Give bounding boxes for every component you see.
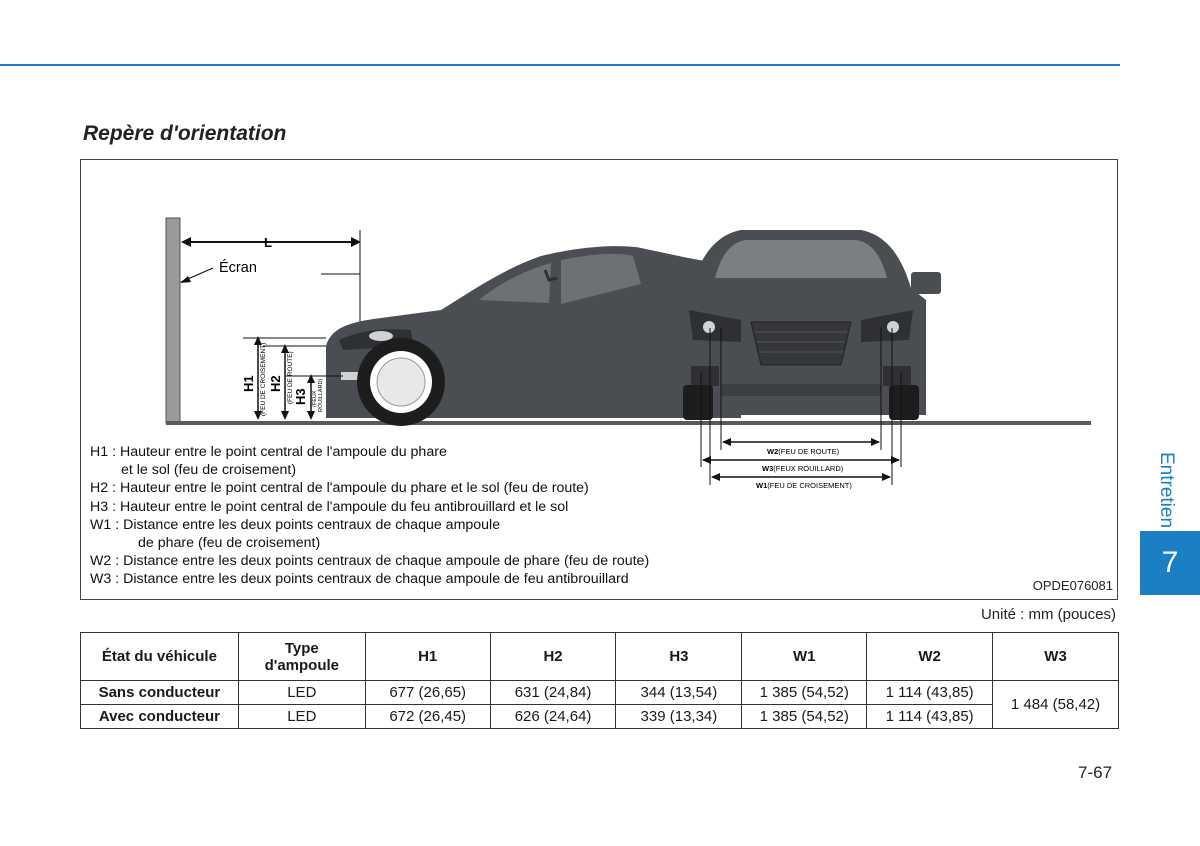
header-w2: W2 [867, 633, 993, 681]
cell-h3: 339 (13,34) [616, 705, 742, 729]
cell-w1: 1 385 (54,52) [742, 681, 867, 705]
legend-line: W1 : Distance entre les deux points centraux de chaque ampoule [90, 516, 501, 533]
header-w1: W1 [742, 633, 867, 681]
cell-state: Avec conducteur [81, 705, 239, 729]
spec-table [80, 632, 1119, 729]
table-row [81, 681, 1119, 705]
cell-w2: 1 114 (43,85) [867, 681, 993, 705]
svg-text:W1(FEU DE CROISEMENT) [756, 481, 852, 490]
legend-line: H3 : Hauteur entre le point central de l'ampoule du feu antibrouillard et le sol [90, 498, 569, 515]
svg-text:W3(FEUX ROUILLARD) [762, 464, 844, 473]
w2-desc: (FEU DE ROUTE) [778, 447, 840, 456]
screen-wall [166, 218, 180, 423]
table-row [81, 705, 1119, 729]
chapter-tab: 7 [1140, 531, 1200, 595]
header-h3: H3 [616, 633, 742, 681]
table-header-row [81, 633, 1119, 681]
ground-line [166, 421, 1091, 425]
header-type: Type d'ampoule [238, 633, 365, 681]
legend-line: H1 : Hauteur entre le point central de l'ampoule du phare [90, 444, 447, 460]
w2-code: W2 [767, 447, 779, 456]
cell-h1: 672 (26,45) [365, 705, 490, 729]
legend [90, 443, 649, 589]
top-rule [0, 64, 1120, 66]
label-h3-sub2: ROUILLARD) [318, 378, 324, 412]
cell-w2: 1 114 (43,85) [867, 705, 993, 729]
unit-label: Unité : mm (pouces) [980, 606, 1116, 623]
label-h3: H3 [293, 388, 308, 405]
header-state: État du véhicule [81, 633, 239, 681]
legend-line: W2 : Distance entre les deux points centraux de chaque ampoule de phare (feu de route) [90, 553, 650, 570]
cell-state: Sans conducteur [81, 681, 239, 705]
cell-h3: 344 (13,54) [616, 681, 742, 705]
label-l: L [264, 235, 272, 250]
legend-line: W3 : Distance entre les deux points centraux de chaque ampoule de feu antibrouillard [90, 571, 629, 588]
page-number: 7-67 [1078, 763, 1113, 782]
cell-type: LED [238, 681, 365, 705]
cell-type: LED [238, 705, 365, 729]
label-h3-sub1: (FEUX [312, 390, 318, 407]
cell-h2: 626 (24,64) [490, 705, 616, 729]
cell-w1: 1 385 (54,52) [742, 705, 867, 729]
w3-desc: (FEUX ROUILLARD) [773, 464, 844, 473]
label-screen: Écran [219, 260, 257, 276]
w1-desc: (FEU DE CROISEMENT) [767, 481, 852, 490]
header-h1: H1 [365, 633, 490, 681]
cell-w3: 1 484 (58,42) [993, 681, 1119, 729]
svg-text:W2(FEU DE ROUTE) [767, 447, 840, 456]
w1-code: W1 [756, 481, 768, 490]
label-h1: H1 [241, 375, 256, 392]
legend-line: de phare (feu de croisement) [138, 535, 321, 552]
header-w3: W3 [993, 633, 1119, 681]
section-title: Repère d'orientation [83, 122, 287, 145]
figure-box [80, 159, 1118, 600]
header-h2: H2 [490, 633, 616, 681]
legend-line: et le sol (feu de croisement) [121, 462, 297, 479]
label-h2-sub: (FEU DE ROUTE) [287, 351, 294, 404]
legend-line: H2 : Hauteur entre le point central de l'ampoule du phare et le sol (feu de route) [90, 480, 589, 497]
cell-h2: 631 (24,84) [490, 681, 616, 705]
cell-h1: 677 (26,65) [365, 681, 490, 705]
w3-code: W3 [762, 464, 774, 473]
car-front-view [661, 230, 941, 420]
chapter-name: Entretien [1156, 451, 1177, 529]
label-h1-sub: (FEU DE CROISEMENT) [260, 342, 267, 416]
label-h2: H2 [268, 375, 283, 392]
figure-code: OPDE076081 [1032, 578, 1113, 593]
